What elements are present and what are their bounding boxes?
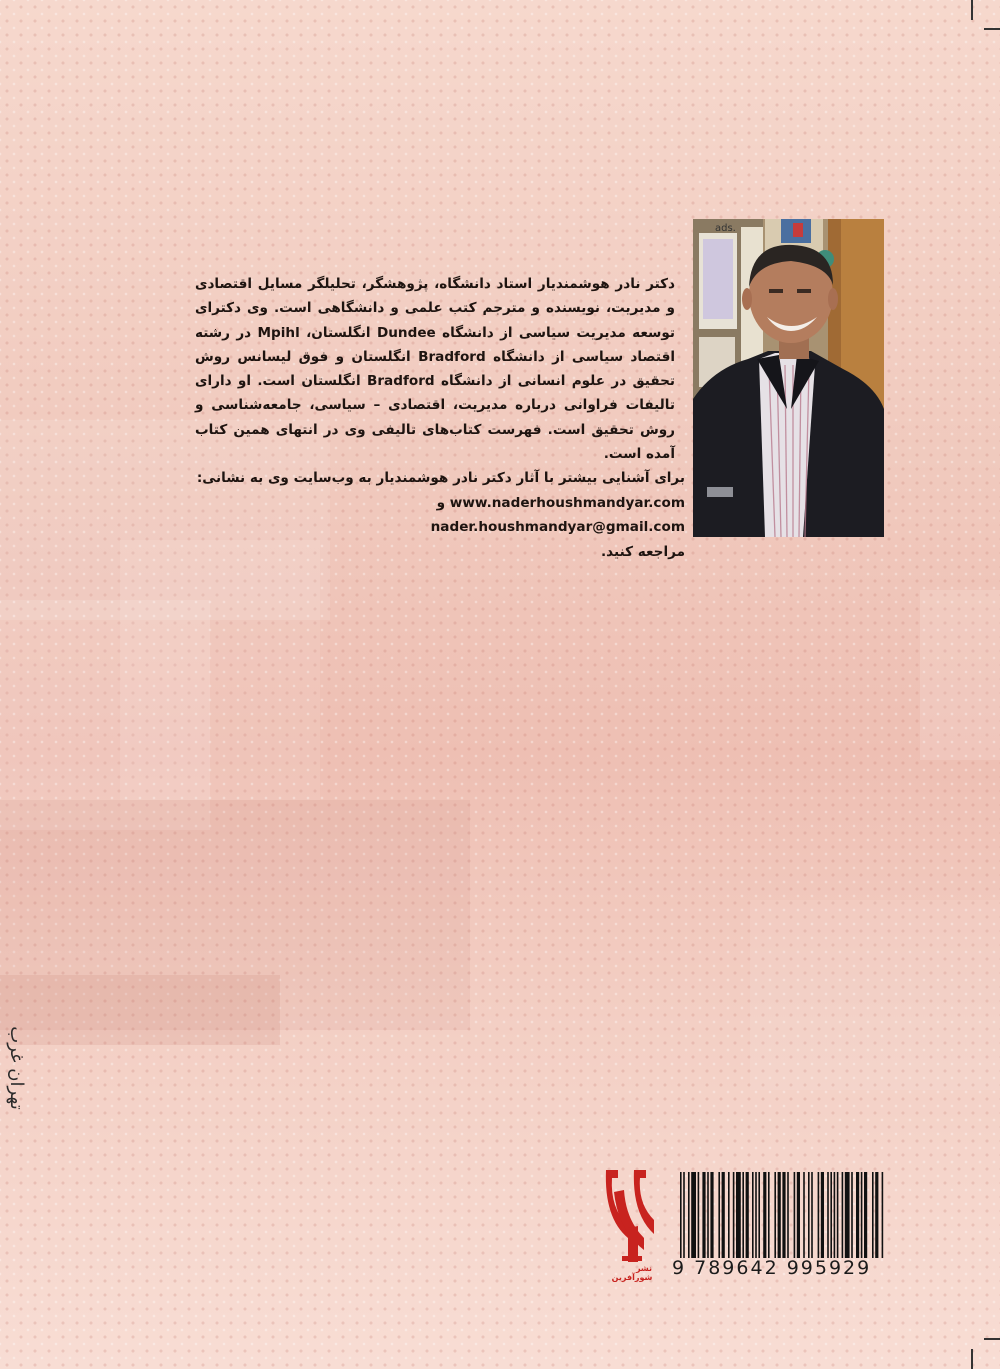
barcode-bar bbox=[830, 1172, 832, 1258]
barcode-bar bbox=[882, 1172, 884, 1258]
barcode-bar bbox=[803, 1172, 805, 1258]
barcode-bar bbox=[842, 1172, 844, 1258]
crop-mark bbox=[984, 28, 1000, 30]
barcode-bar bbox=[707, 1172, 709, 1258]
barcode-bar bbox=[688, 1172, 690, 1258]
decor-block bbox=[750, 900, 1000, 1090]
barcode-bar bbox=[794, 1172, 796, 1258]
barcode-bar bbox=[691, 1172, 696, 1258]
author-biography: دکتر نادر هوشمندیار استاد دانشگاه، پژوهشگر، تحلیلگر مسایل اقتصادی و مدیریت، نویسنده و مترجم کتب علمی و دانشگاهی است. وی دکترای توسعه مدیریت سیاسی از دانشگاه Dundee انگلستان، Mpihl در رشته اقتصاد سیاسی از دانشگاه Bradford انگلستان و فوق لیسانس روش تحقیق در علوم انسانی از دانشگاه Bradford انگلستان است. او دارای تالیفات فراوانی درباره مدیریت، اقتصادی – سیاسی، جامعه‌شناسی و روش تحقیق است. فهرست کتاب‌های تالیفی وی در انتهای همین کتاب آمده است. bbox=[195, 276, 676, 463]
barcode-bar bbox=[722, 1172, 725, 1258]
barcode-bar bbox=[851, 1172, 853, 1258]
barcode-bar bbox=[746, 1172, 749, 1258]
barcode-bar bbox=[774, 1172, 776, 1258]
publisher-logo-line1: نشر bbox=[635, 1264, 653, 1273]
barcode-bar bbox=[752, 1172, 754, 1258]
author-website-link[interactable]: www.naderhoushmandyar.com bbox=[449, 494, 685, 511]
barcode-bar bbox=[856, 1172, 859, 1258]
barcode-bar bbox=[698, 1172, 700, 1258]
decor-block bbox=[120, 540, 320, 800]
contact-connector: و bbox=[436, 494, 446, 511]
isbn-number: 9 789642 995929 bbox=[672, 1257, 872, 1279]
decor-block bbox=[0, 975, 280, 1045]
barcode-bar bbox=[755, 1172, 757, 1258]
author-email-link[interactable]: nader.houshmandyar@gmail.com bbox=[430, 519, 685, 535]
barcode-bar bbox=[845, 1172, 850, 1258]
barcode-bar bbox=[834, 1172, 836, 1258]
publisher-logo-icon bbox=[598, 1168, 660, 1282]
barcode-bar bbox=[718, 1172, 720, 1258]
barcode-bar bbox=[808, 1172, 810, 1258]
decor-block bbox=[920, 590, 1000, 760]
barcode-bar bbox=[680, 1172, 682, 1258]
barcode-bar bbox=[821, 1172, 824, 1258]
contact-intro: برای آشنایی بیشتر با آثار دکتر نادر هوشمندیار به وب‌سایت وی به نشانی: bbox=[196, 470, 685, 486]
contact-outro: مراجعه کنید. bbox=[601, 543, 685, 560]
barcode-bar bbox=[683, 1172, 685, 1258]
city-label: تهران غرب bbox=[6, 1026, 27, 1110]
publisher-logo-line2: شورآفرین bbox=[611, 1273, 653, 1282]
author-contact bbox=[195, 466, 685, 564]
crop-mark bbox=[971, 0, 973, 20]
barcode-bar bbox=[811, 1172, 813, 1258]
barcode-bar bbox=[875, 1172, 878, 1258]
author-photo bbox=[693, 219, 884, 537]
barcode-bar bbox=[742, 1172, 744, 1258]
barcode-bar bbox=[861, 1172, 863, 1258]
barcode-bar bbox=[728, 1172, 730, 1258]
barcode-bar bbox=[782, 1172, 785, 1258]
crop-mark bbox=[984, 1338, 1000, 1340]
barcode-bars bbox=[678, 1172, 884, 1258]
barcode-bar bbox=[864, 1172, 867, 1258]
barcode-bar bbox=[733, 1172, 735, 1258]
barcode-bar bbox=[872, 1172, 874, 1258]
author-portrait-illustration bbox=[693, 219, 884, 537]
publisher-logo bbox=[598, 1168, 660, 1282]
barcode-bar bbox=[837, 1172, 839, 1258]
barcode-bar bbox=[818, 1172, 820, 1258]
barcode-bar bbox=[758, 1172, 760, 1258]
barcode-bar bbox=[797, 1172, 800, 1258]
barcode-bar bbox=[702, 1172, 705, 1258]
crop-mark bbox=[971, 1349, 973, 1369]
barcode-bar bbox=[827, 1172, 829, 1258]
barcode-bar bbox=[710, 1172, 713, 1258]
contact-links-line bbox=[195, 491, 685, 540]
barcode-bar bbox=[768, 1172, 770, 1258]
isbn-barcode bbox=[672, 1170, 886, 1280]
barcode-bar bbox=[778, 1172, 781, 1258]
barcode-bar bbox=[736, 1172, 741, 1258]
barcode-bar bbox=[763, 1172, 766, 1258]
photo-sign-text: ads. bbox=[715, 223, 736, 234]
barcode-bar bbox=[787, 1172, 789, 1258]
